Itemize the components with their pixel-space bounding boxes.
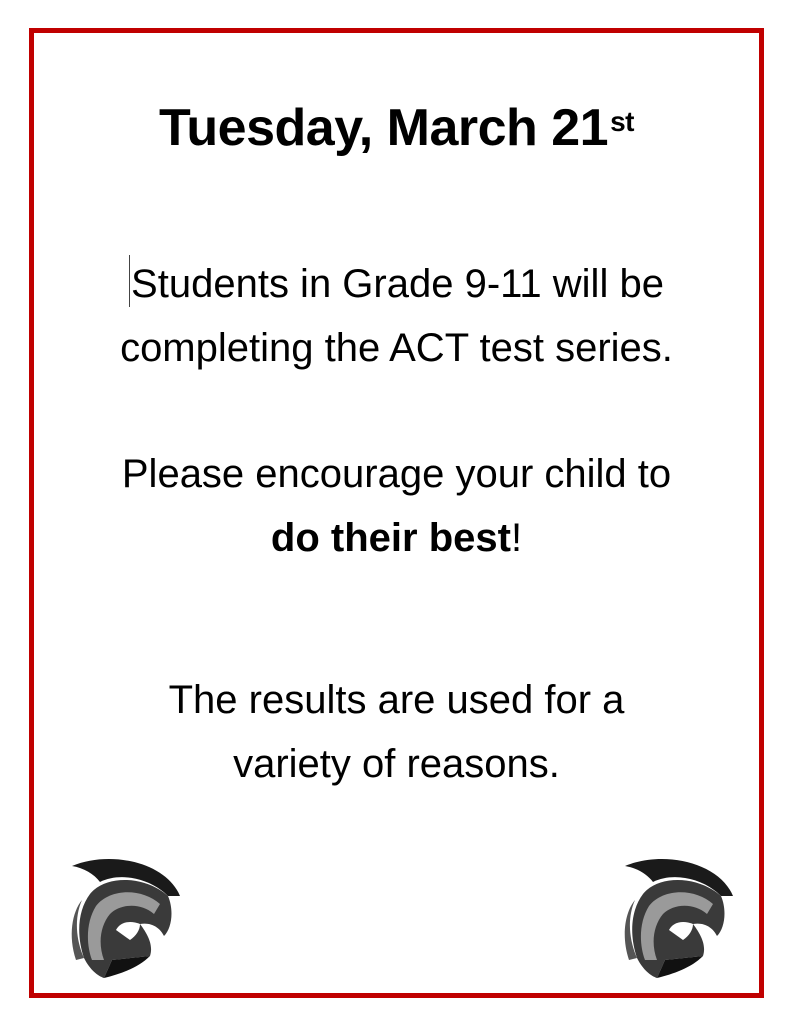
encouragement-line-2 (0, 506, 793, 570)
results-line-1: The results are used for a (168, 678, 625, 722)
encouragement-bold-text: do their best (270, 516, 511, 560)
results-paragraph (0, 668, 793, 796)
encouragement-exclamation: ! (510, 516, 523, 560)
encouragement-line-1: Please encourage your child to (121, 452, 672, 496)
announcement-line-1-text: Students in Grade 9-11 will be (131, 262, 664, 306)
announcement-paragraph (0, 252, 793, 380)
title-date: Tuesday, March 21 (159, 99, 609, 157)
encouragement-paragraph (0, 442, 793, 570)
page-title (0, 96, 793, 160)
spartan-helmet-icon (50, 848, 190, 978)
announcement-line-2: completing the ACT test series. (120, 326, 673, 370)
spartan-helmet-icon (603, 848, 743, 978)
announcement-line-1 (0, 252, 793, 316)
title-ordinal-suffix: st (610, 106, 634, 137)
results-line-2: variety of reasons. (233, 742, 560, 786)
text-cursor (129, 255, 130, 307)
